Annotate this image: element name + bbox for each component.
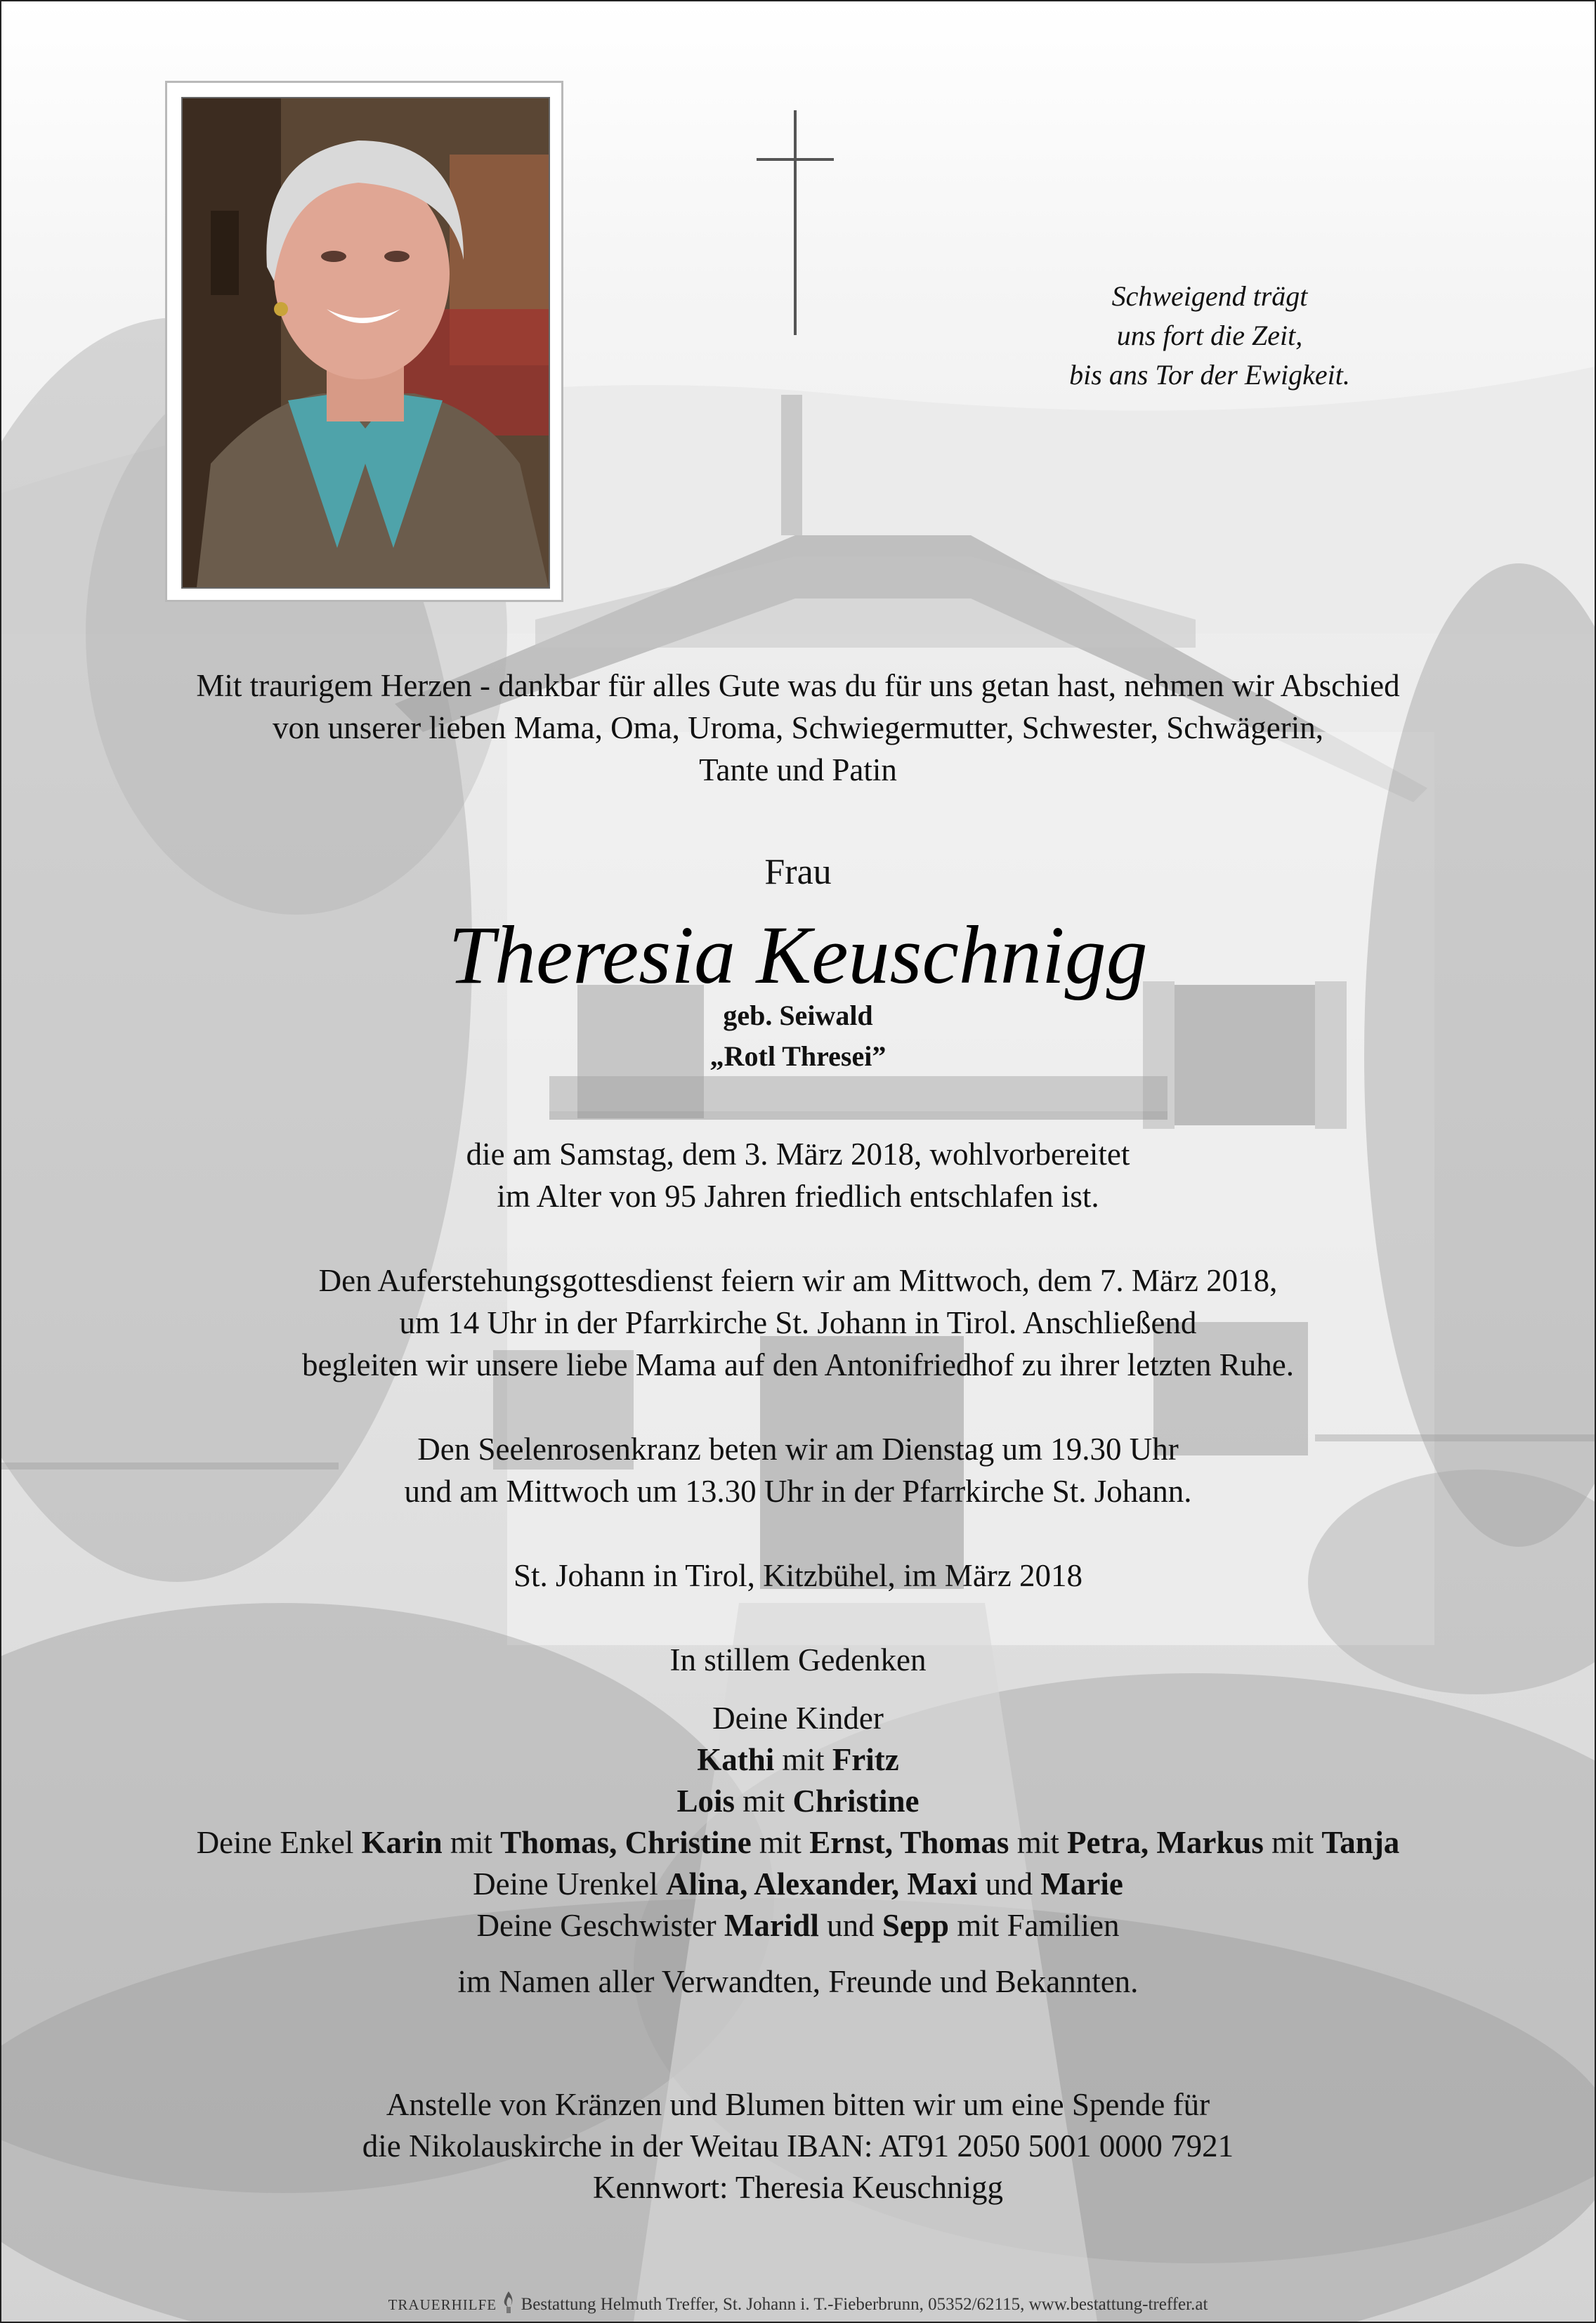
death-notice-line: im Alter von 95 Jahren friedlich entschlafen ist. — [497, 1179, 1099, 1214]
rosary-line: und am Mittwoch um 13.30 Uhr in der Pfarrkirche St. Johann. — [404, 1474, 1192, 1509]
intro-line: Tante und Patin — [699, 752, 897, 787]
funeral-home-footer — [1, 2290, 1595, 2315]
intro-line: Mit traurigem Herzen - dankbar für alles Gute was du für uns getan hast, nehmen wir Abschied — [196, 668, 1400, 703]
children-label: Deine Kinder — [712, 1701, 884, 1736]
siblings-line: Deine Geschwister Maridl und Sepp mit Familien — [476, 1908, 1120, 1943]
nickname: „Rotl Thresei” — [709, 1040, 887, 1072]
donation-line: Anstelle von Kränzen und Blumen bitten wir um eine Spende für — [386, 2087, 1210, 2122]
donation-line: die Nikolauskirche in der Weitau IBAN: AT91 2050 5001 0000 7921 — [362, 2128, 1234, 2164]
child-line: Lois mit Christine — [676, 1784, 920, 1819]
memorial-quote — [999, 277, 1420, 395]
quote-line: Schweigend trägt — [1111, 280, 1308, 312]
place-date: St. Johann in Tirol, Kitzbühel, im März 2018 — [514, 1558, 1082, 1593]
flame-logo-icon — [501, 2290, 516, 2314]
great-grandchildren-line: Deine Urenkel Alina, Alexander, Maxi und Marie — [473, 1866, 1123, 1902]
closing-line: im Namen aller Verwandten, Freunde und Bekannten. — [457, 1964, 1139, 1999]
service-line: begleiten wir unsere liebe Mama auf den Antonifriedhof zu ihrer letzten Ruhe. — [302, 1347, 1294, 1382]
remembrance-heading: In stillem Gedenken — [669, 1642, 927, 1677]
deceased-name: Theresia Keuschnigg — [448, 909, 1148, 1001]
portrait-photo — [181, 97, 550, 589]
quote-line: uns fort die Zeit, — [1116, 320, 1303, 351]
rosary-line: Den Seelenrosenkranz beten wir am Dienstag um 19.30 Uhr — [417, 1432, 1179, 1467]
footer-brand: TRAUERHILFE — [388, 2296, 497, 2313]
salutation: Frau — [764, 852, 832, 892]
intro-line: von unserer lieben Mama, Oma, Uroma, Schwiegermutter, Schwester, Schwägerin, — [273, 710, 1323, 745]
maiden-name: geb. Seiwald — [723, 1000, 873, 1031]
service-line: um 14 Uhr in der Pfarrkirche St. Johann in Tirol. Anschließend — [399, 1305, 1197, 1340]
death-notice-line: die am Samstag, dem 3. März 2018, wohlvorbereitet — [466, 1137, 1130, 1172]
service-line: Den Auferstehungsgottesdienst feiern wir am Mittwoch, dem 7. März 2018, — [318, 1263, 1278, 1298]
child-line: Kathi mit Fritz — [697, 1742, 899, 1777]
quote-line: bis ans Tor der Ewigkeit. — [1069, 359, 1350, 391]
cross-icon — [757, 110, 834, 335]
grandchildren-line: Deine Enkel Karin mit Thomas, Christine mit Ernst, Thomas mit Petra, Markus mit Tanja — [196, 1825, 1400, 1860]
portrait-frame — [165, 81, 563, 602]
donation-line: Kennwort: Theresia Keuschnigg — [592, 2170, 1003, 2205]
footer-text: Bestattung Helmuth Treffer, St. Johann i. T.-Fieberbrunn, 05352/62115, www.bestattung-treffer.at — [521, 2295, 1208, 2314]
